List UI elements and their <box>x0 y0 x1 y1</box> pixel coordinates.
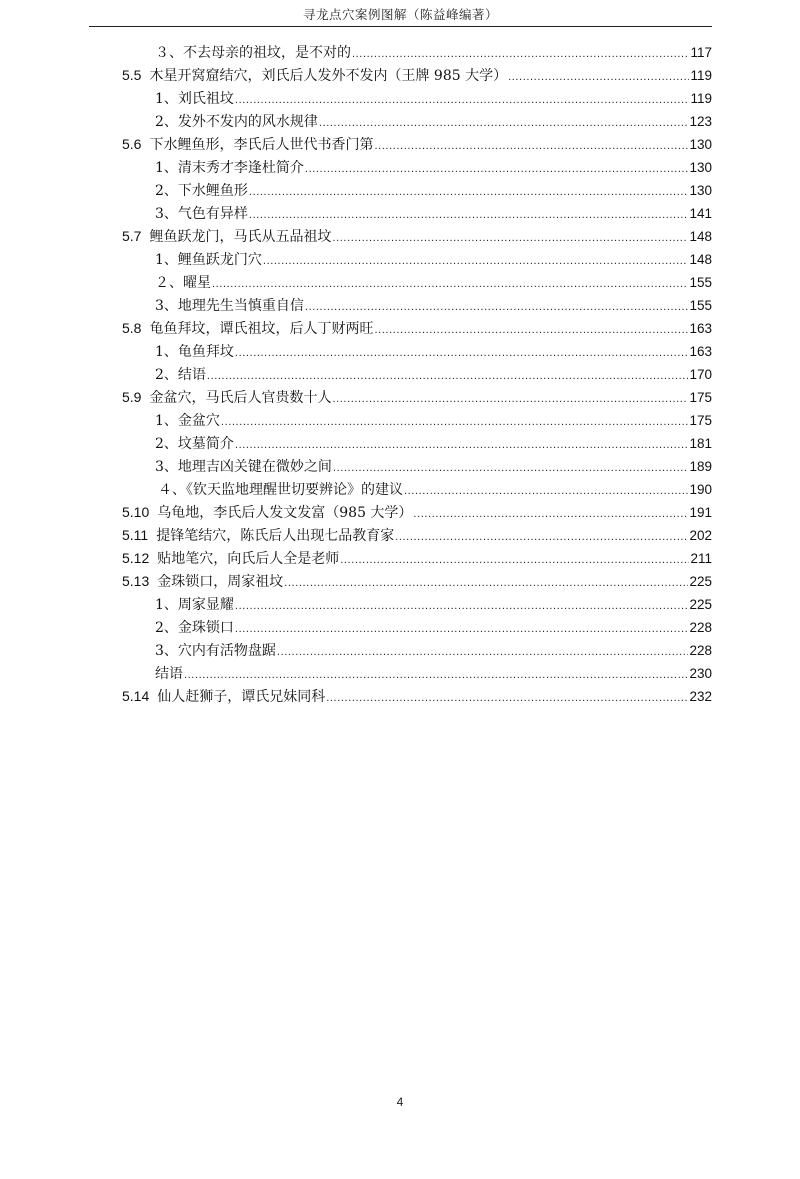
toc-entry[interactable] <box>122 179 712 202</box>
dot-leader <box>326 687 688 710</box>
toc-entry-page: 155 <box>689 298 712 313</box>
toc-entry-page: 225 <box>689 574 712 589</box>
dot-leader <box>374 135 688 158</box>
dot-leader <box>332 388 688 411</box>
toc-entry-number: 5.13 <box>122 573 150 589</box>
toc-entry-number: 5.14 <box>122 688 150 704</box>
toc-entry-title: 下水鲤鱼形，李氏后人世代书香门第 <box>149 137 374 153</box>
dot-leader <box>332 227 688 250</box>
toc-entry-number: 5.8 <box>122 320 142 336</box>
toc-entry-title: 龟鱼拜坟，谭氏祖坟，后人丁财两旺 <box>149 321 374 337</box>
toc-entry-page: 232 <box>689 689 712 704</box>
toc-entry[interactable] <box>122 593 712 616</box>
toc-entry[interactable] <box>122 110 712 133</box>
toc-entry-page: 163 <box>689 321 712 336</box>
toc-entry-title: 3、地理吉凶关键在微妙之间 <box>155 459 332 475</box>
toc-entry-title: 1、清末秀才李逢杜简介 <box>155 160 304 176</box>
dot-leader <box>277 641 689 664</box>
toc-entry-page: 117 <box>690 45 712 60</box>
toc-entry-page: 130 <box>689 137 712 152</box>
dot-leader <box>235 595 689 618</box>
toc-entry[interactable] <box>122 386 712 409</box>
dot-leader <box>305 296 689 319</box>
toc-entry-page: 228 <box>689 643 712 658</box>
toc-entry-title: 3、穴内有活物盘踞 <box>155 643 276 659</box>
dot-leader <box>395 526 688 549</box>
toc-entry-title: 1、金盆穴 <box>155 413 220 429</box>
toc-entry[interactable] <box>122 501 712 524</box>
dot-leader <box>235 89 690 112</box>
dot-leader <box>212 273 688 296</box>
toc-entry-page: 130 <box>689 160 712 175</box>
toc-entry-page: 148 <box>689 252 712 267</box>
toc-entry[interactable] <box>122 547 712 570</box>
toc-entry-title: 木星开窝窟结穴，刘氏后人发外不发内（王牌 985 大学） <box>149 68 508 84</box>
dot-leader <box>235 618 689 641</box>
toc-entry-page: 211 <box>690 551 712 566</box>
toc-entry-title: 金盆穴，马氏后人官贵数十人 <box>149 390 332 406</box>
toc-entry[interactable] <box>122 478 712 501</box>
dot-leader <box>319 112 689 135</box>
toc-entry[interactable] <box>122 133 712 156</box>
dot-leader <box>284 572 688 595</box>
toc-entry-page: 123 <box>689 114 712 129</box>
toc-entry-title: ２、曜星 <box>155 275 211 291</box>
dot-leader <box>221 411 689 434</box>
toc-entry-page: 225 <box>689 597 712 612</box>
toc-entry[interactable] <box>122 202 712 225</box>
toc-entry-page: 119 <box>690 68 712 83</box>
toc-entry-number: 5.11 <box>122 527 149 543</box>
toc-entry-page: 190 <box>689 482 712 497</box>
dot-leader <box>249 204 689 227</box>
toc-entry-page: 163 <box>689 344 712 359</box>
toc-entry-title: 1、鲤鱼跃龙门穴 <box>155 252 262 268</box>
dot-leader <box>374 319 688 342</box>
toc-entry-number: 5.9 <box>122 389 142 405</box>
toc-entry-title: 3、地理先生当慎重自信 <box>155 298 304 314</box>
dot-leader <box>508 66 689 89</box>
toc-entry[interactable] <box>122 317 712 340</box>
toc-entry-title: 2、下水鲤鱼形 <box>155 183 248 199</box>
toc-entry-number: 5.7 <box>122 228 142 244</box>
toc-entry-title: 结语 <box>155 666 183 682</box>
toc-entry-page: 119 <box>690 91 712 106</box>
toc-entry-page: 170 <box>689 367 712 382</box>
toc-entry[interactable] <box>122 570 712 593</box>
toc-entry[interactable] <box>122 340 712 363</box>
table-of-contents <box>122 41 712 708</box>
toc-entry[interactable] <box>122 225 712 248</box>
toc-entry-title: 仙人赶狮子，谭氏兄妹同科 <box>157 689 326 705</box>
dot-leader <box>413 503 688 526</box>
dot-leader <box>340 549 689 572</box>
toc-entry-title: 1、龟鱼拜坟 <box>155 344 234 360</box>
toc-entry[interactable] <box>122 409 712 432</box>
toc-entry[interactable] <box>122 248 712 271</box>
toc-entry-title: 1、周家显耀 <box>155 597 234 613</box>
dot-leader <box>184 664 688 687</box>
toc-entry[interactable] <box>122 432 712 455</box>
toc-entry-page: 130 <box>689 183 712 198</box>
toc-entry-title: 1、刘氏祖坟 <box>155 91 234 107</box>
dot-leader <box>249 181 689 204</box>
dot-leader <box>404 480 688 503</box>
toc-entry[interactable] <box>122 271 712 294</box>
toc-entry-title: 贴地笔穴，向氏后人全是老师 <box>157 551 340 567</box>
toc-entry-title: 2、发外不发内的风水规律 <box>155 114 318 130</box>
toc-entry[interactable] <box>122 87 712 110</box>
toc-entry[interactable] <box>122 639 712 662</box>
toc-entry-title: 2、结语 <box>155 367 206 383</box>
toc-entry-number: 5.10 <box>122 504 150 520</box>
toc-entry-page: 175 <box>689 413 712 428</box>
toc-entry-number: 5.12 <box>122 550 150 566</box>
toc-entry[interactable] <box>122 156 712 179</box>
dot-leader <box>333 457 689 480</box>
toc-entry-title: 金珠锁口，周家祖坟 <box>157 574 284 590</box>
dot-leader <box>235 342 689 365</box>
toc-entry-page: 189 <box>689 459 712 474</box>
book-title: 寻龙点穴案例图解（陈益峰编著） <box>302 7 498 22</box>
toc-entry-page: 175 <box>689 390 712 405</box>
page-number: 4 <box>396 1095 404 1109</box>
toc-entry-page: 181 <box>689 436 712 451</box>
toc-entry-title: 提锋笔结穴，陈氏后人出现七品教育家 <box>156 528 395 544</box>
toc-entry-page: 228 <box>689 620 712 635</box>
toc-entry-page: 202 <box>689 528 712 543</box>
running-header <box>89 0 712 27</box>
toc-entry[interactable] <box>122 64 712 87</box>
toc-entry-number: 5.6 <box>122 136 142 152</box>
toc-entry-title: ４、《钦天监地理醒世切要辨论》的建议 <box>158 482 403 498</box>
toc-entry-number: 5.5 <box>122 67 142 83</box>
dot-leader <box>263 250 689 273</box>
toc-entry-title: ３、不去母亲的祖坟，是不对的 <box>155 45 351 61</box>
toc-entry-page: 155 <box>689 275 712 290</box>
dot-leader <box>207 365 689 388</box>
toc-entry-title: 2、金珠锁口 <box>155 620 234 636</box>
toc-entry[interactable] <box>122 524 712 547</box>
toc-entry[interactable] <box>122 363 712 386</box>
toc-entry-title: 乌龟地，李氏后人发文发富（985 大学） <box>157 505 413 521</box>
toc-entry-page: 191 <box>689 505 712 520</box>
toc-entry[interactable] <box>122 294 712 317</box>
dot-leader <box>235 434 689 457</box>
toc-entry[interactable] <box>122 685 712 708</box>
toc-entry-title: 鲤鱼跃龙门，马氏从五品祖坟 <box>149 229 332 245</box>
toc-entry-page: 230 <box>689 666 712 681</box>
toc-entry[interactable] <box>122 616 712 639</box>
dot-leader <box>352 43 689 66</box>
dot-leader <box>305 158 689 181</box>
toc-entry-title: 2、坟墓简介 <box>155 436 234 452</box>
toc-entry[interactable] <box>122 455 712 478</box>
toc-entry-page: 141 <box>689 206 712 221</box>
toc-entry-title: 3、气色有异样 <box>155 206 248 222</box>
toc-entry[interactable] <box>122 41 712 64</box>
toc-entry-page: 148 <box>689 229 712 244</box>
toc-entry[interactable] <box>122 662 712 685</box>
